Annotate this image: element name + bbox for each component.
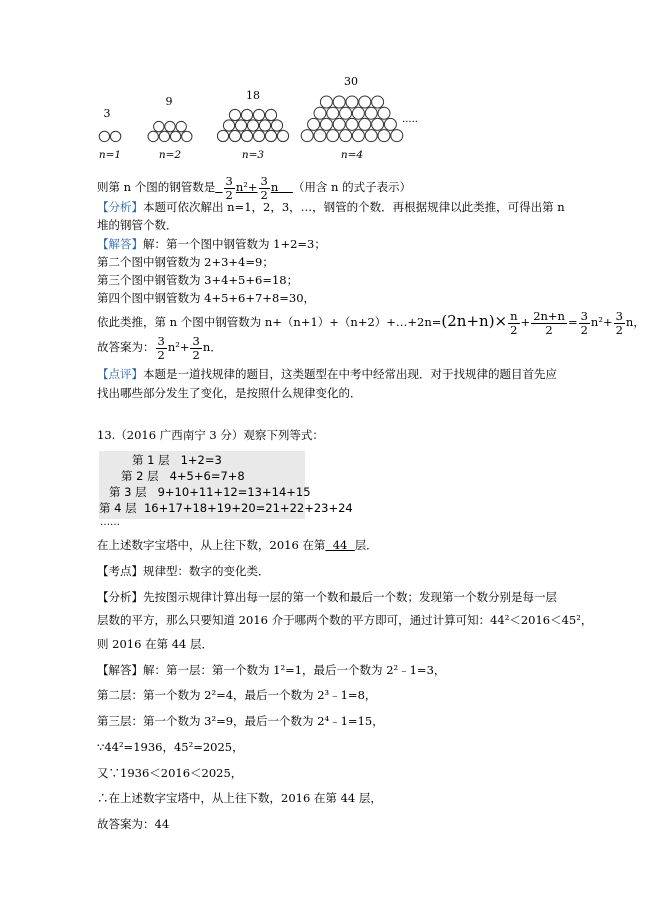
q12-answer-line [97,330,222,364]
pipe-circle [182,131,192,141]
solution-tag: 【解答】 [97,237,143,251]
n-label-1: n=1 [98,149,122,161]
pipe-circle [308,118,320,130]
pipe-circle [365,130,377,142]
count-label-2: 9 [165,95,173,108]
q12-solution-line-1 [97,236,326,252]
q13-solution-5: 又∵1936＜2016＜2025， [97,766,243,780]
pipe-circle [265,109,276,120]
pyramid-eq-3: 9+10+11+12=13+14+15 [157,485,311,499]
frac-num: 3 [157,334,165,349]
pyramid-label-4: 第 4 层 [99,501,137,515]
comment-tag: 【点评】 [97,367,143,381]
pyramid-eq-1: 1+2=3 [180,453,222,467]
pipe-circle [259,120,270,131]
answer-term1: n²+ [235,180,258,194]
pipe-circle [110,131,120,141]
q13-question [97,537,378,553]
pipe-circle [391,130,403,142]
pipe-circle [159,131,169,141]
pipe-stack-1 [99,131,121,141]
q13-analysis-1: 【分析】先按图示规律计算出每一层的第一个数和最后一个数；发现第一个数分别是每一层 [97,590,557,604]
pipe-circle [301,130,313,142]
frac-num: 3 [192,334,200,349]
equals-sign: = [567,315,578,329]
n-label-3: n=3 [241,149,265,161]
frac-num: 2n+n [533,309,565,324]
pipe-circle [333,96,345,108]
pipe-circle [346,118,358,130]
n-label-4: n=4 [340,149,364,161]
pipe-stack-2 [148,121,192,141]
pipe-circle [217,130,228,141]
pipe-circle [170,131,180,141]
answer-term2: n． [202,340,222,354]
q13-kaodian: 【考点】规律型：数字的变化类． [97,564,270,578]
inference-prefix: 依此类推，第 n 个图中钢管数为 n+（n+1）+（n+2）+…+2n= [97,315,442,329]
answer-term1: n²+ [167,340,190,354]
pipe-circle [265,130,276,141]
pipe-circle [327,130,339,142]
pipe-circle [271,120,282,131]
pipe-circle [148,131,158,141]
inference-term1: n²+ [590,315,613,329]
pipe-circle [176,121,186,131]
frac-num: 3 [225,174,233,189]
q12-analysis-line-2: 堆的钢管个数． [97,218,178,232]
frac-den: 2 [580,322,588,337]
analysis-text: 本题可依次解出 n=1，2，3，…，钢管的个数．再根据规律以此类推，可得出第 n [143,200,565,214]
q12-question-line [97,172,411,202]
n-label-2: n=2 [158,149,182,161]
pipe-stack-3 [217,109,288,141]
pipe-stack-figure [90,72,440,167]
pipe-circle [165,121,175,131]
q12-solution-line-2: 第二个图中钢管数为 2+3+4=9； [97,255,274,269]
pipe-circle [229,130,240,141]
pipe-circle [223,120,234,131]
frac-den: 2 [225,187,233,202]
frac-num: 3 [260,174,268,189]
pipe-circle [340,130,352,142]
pipe-circle [378,107,390,119]
count-label-4: 30 [344,75,358,88]
q12-solution-line-4: 第四个图中钢管数为 4+5+6+7+8=30， [97,291,316,305]
q13-solution-1: 【解答】解：第一层：第一个数为 1²=1，最后一个数为 2²﹣1=3， [97,663,446,677]
inference-paren: (2n+n) [441,312,495,330]
pyramid-ellipsis: …… [100,517,120,528]
pipe-circle [241,130,252,141]
pipe-circle [314,130,326,142]
pipe-circle [346,96,358,108]
pipe-circle [333,118,345,130]
q12-question-suffix: （用含 n 的式子表示） [292,180,412,194]
frac-den: 2 [260,187,268,202]
frac-num: 3 [615,309,623,324]
q13-solution-4: ∵44²=1936，45²=2025， [97,740,244,754]
count-label-3: 18 [246,89,260,102]
pipe-circle [247,120,258,131]
q13-solution-7: 故答案为：44 [97,817,170,831]
pyramid-label-2: 第 2 层 [121,469,159,483]
comment-text: 本题是一道找规律的题目，这类题型在中考中经常出现．对于找规律的题目首先应 [143,367,557,381]
answer-term2: n [270,180,279,194]
q13-analysis-3: 则 2016 在第 44 层． [97,637,214,651]
frac-den: 2 [615,322,623,337]
pipe-circle [241,109,252,120]
q13-solution-3: 第三层：第一个数为 3²=9，最后一个数为 2⁴﹣1=15， [97,714,384,728]
question-prefix: 在上述数字宝塔中，从上往下数，2016 在第 [97,538,326,552]
pipe-circle [384,118,396,130]
pyramid-label-1: 第 1 层 [132,453,170,467]
q13-heading: 13.（2016 广西南宁 3 分）观察下列等式： [97,428,324,442]
pipe-circle [372,96,384,108]
q12-solution-line-3: 第三个图中钢管数为 3+4+5+6=18； [97,273,299,287]
pipe-circle [359,118,371,130]
frac-num: n [510,309,518,324]
q12-answer-blank [215,174,293,202]
pipe-stack-4 [301,96,403,142]
pipe-circle [253,130,264,141]
q12-comment-line-1 [97,366,557,382]
q12-question-prefix: 则第 n 个图的钢管数是 [97,180,216,194]
q13-analysis-2: 层数的平方，那么只要知道 2016 介于哪两个数的平方即可，通过计算可知：44²＜2016＜45²， [97,613,593,627]
answer-blank: 44 [325,538,355,552]
pyramid-eq-2: 4+5+6=7+8 [169,469,245,483]
plus-sign: + [520,315,531,329]
number-pyramid-image [99,451,353,519]
pipe-circle [352,130,364,142]
count-label-1: 3 [103,107,111,120]
frac-den: 2 [157,347,165,362]
pipe-circle [277,130,288,141]
pipe-circle [154,121,164,131]
pipe-circle [320,118,332,130]
pipe-circle [365,107,377,119]
pipe-circle [314,107,326,119]
q12-comment-line-2: 找出哪些部分发生了变化，是按照什么规律变化的． [97,386,362,400]
frac-den: 2 [545,322,553,337]
question-suffix: 层． [354,538,378,552]
pipe-circle [253,109,264,120]
times-sign: × [494,312,508,330]
frac-num: 3 [580,309,588,324]
pipe-circle [229,109,240,120]
analysis-tag: 【分析】 [97,200,143,214]
q13-solution-6: ∴在上述数字宝塔中，从上往下数，2016 在第 44 层， [97,791,382,805]
figure-ellipsis: ..... [402,114,418,125]
pipe-circle [320,96,332,108]
answer-prefix: 故答案为： [97,340,155,354]
pipe-circle [352,107,364,119]
q13-solution-2: 第二层：第一个数为 2²=4，最后一个数为 2³﹣1=8， [97,688,377,702]
frac-den: 2 [510,322,518,337]
pipe-circle [99,131,109,141]
pipe-circle [235,120,246,131]
pipe-circle [359,96,371,108]
pyramid-label-3: 第 3 层 [109,485,147,499]
pipe-circle [327,107,339,119]
inference-term2: n， [625,315,645,329]
pyramid-eq-4: 16+17+18+19+20=21+22+23+24 [143,501,353,515]
pipe-circle [340,107,352,119]
q12-analysis-line-1 [97,199,565,215]
pipe-circle [372,118,384,130]
pipe-circle [378,130,390,142]
frac-den: 2 [192,347,200,362]
solution-text: 解：第一个图中钢管数为 1+2=3； [143,237,326,251]
